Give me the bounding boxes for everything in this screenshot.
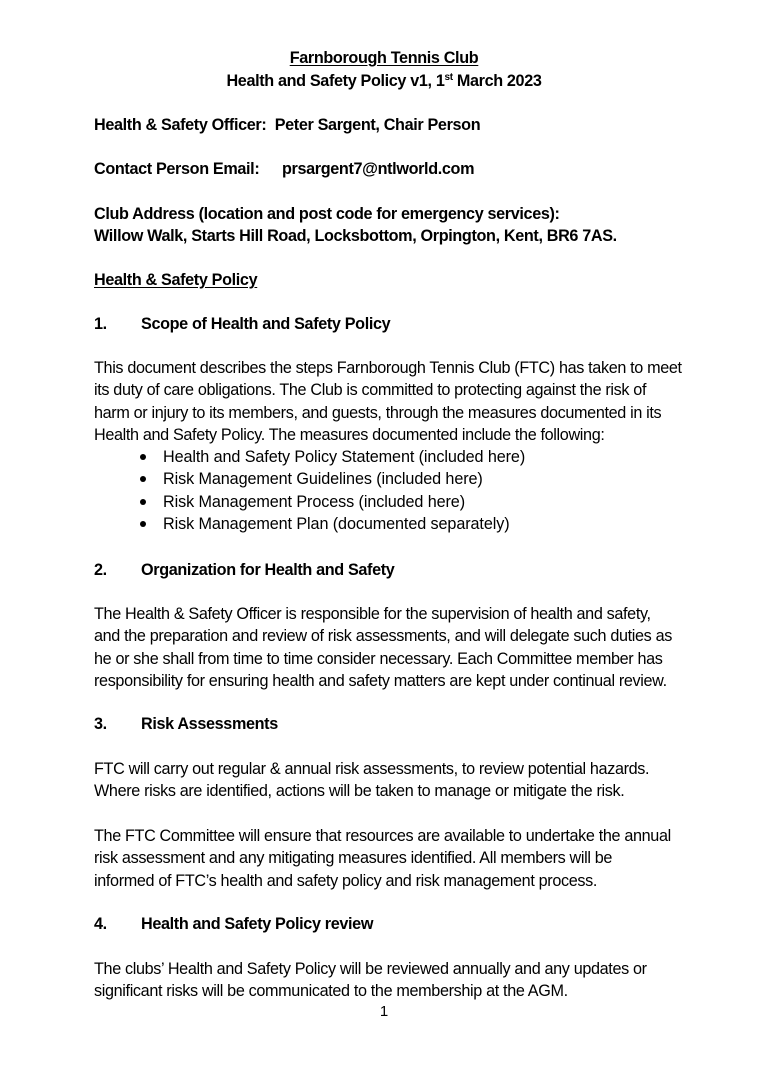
list-item <box>141 446 525 468</box>
section-title: Risk Assessments <box>141 715 278 733</box>
section-4-paragraph <box>94 958 647 1003</box>
list-item-text: Risk Management Plan (documented separately) <box>163 514 510 533</box>
email-label: Contact Person Email: <box>94 160 260 178</box>
bullet-icon <box>140 521 146 527</box>
bullet-icon <box>140 499 146 505</box>
email-row <box>94 159 259 179</box>
paragraph-line: he or she shall from time to time consider necessary. Each Committee member has <box>94 649 663 668</box>
paragraph-line: risk assessment and any mitigating measures identified. All members will be <box>94 849 613 868</box>
list-item-text: Health and Safety Policy Statement (included here) <box>163 448 526 466</box>
section-1-paragraph <box>94 357 682 446</box>
paragraph-line: its duty of care obligations. The Club is committed to protecting against the risk of <box>94 381 647 400</box>
address-value: Willow Walk, Starts Hill Road, Locksbottom, Orpington, Kent, BR6 7AS. <box>94 227 617 245</box>
section-title: Health and Safety Policy review <box>141 915 374 933</box>
paragraph-line: Health and Safety Policy. The measures documented include the following: <box>94 425 605 444</box>
list-item-text: Risk Management Process (included here) <box>163 492 466 511</box>
email-value[interactable]: prsargent7@ntlworld.com <box>282 160 475 178</box>
section-3-paragraph-2 <box>94 825 671 892</box>
section-number: 4. <box>94 915 107 933</box>
section-number: 2. <box>94 561 107 579</box>
page-number: 1 <box>379 1003 389 1020</box>
paragraph-line: harm or injury to its members, and guests, through the measures documented in its <box>94 403 662 422</box>
paragraph-line: Where risks are identified, actions will be taken to manage or mitigate the risk. <box>94 782 625 801</box>
section-number: 3. <box>94 715 107 733</box>
section-title: Organization for Health and Safety <box>141 561 395 579</box>
officer-value: Peter Sargent, Chair Person <box>274 116 481 134</box>
org-name: Farnborough Tennis Club <box>289 49 479 67</box>
list-item <box>141 491 525 513</box>
document-title <box>0 71 768 91</box>
bullet-icon <box>140 476 146 482</box>
paragraph-line: and the preparation and review of risk assessments, and will delegate such duties as <box>94 627 672 646</box>
list-item <box>141 513 525 535</box>
title-tail: March 2023 <box>452 72 542 90</box>
bullet-icon <box>140 454 146 460</box>
paragraph-line: The FTC Committee will ensure that resources are available to undertake the annual <box>94 827 671 845</box>
address-label: Club Address (location and post code for emergency services): <box>94 205 560 223</box>
paragraph-line: The clubs’ Health and Safety Policy will be reviewed annually and any updates or <box>94 960 647 978</box>
paragraph-line: FTC will carry out regular & annual risk assessments, to review potential hazards. <box>94 760 650 778</box>
title-superscript: st <box>444 72 453 83</box>
section-3-paragraph-1 <box>94 758 649 803</box>
section-title: Scope of Health and Safety Policy <box>141 315 391 333</box>
title-main: Health and Safety Policy v1, 1 <box>226 72 445 90</box>
list-item <box>141 468 525 490</box>
list-item-text: Risk Management Guidelines (included here) <box>163 470 483 489</box>
officer-label: Health & Safety Officer: <box>94 116 267 134</box>
paragraph-line: This document describes the steps Farnborough Tennis Club (FTC) has taken to meet <box>94 359 682 377</box>
paragraph-line: The Health & Safety Officer is responsible for the supervision of health and safety, <box>94 605 651 623</box>
paragraph-line: significant risks will be communicated to the membership at the AGM. <box>94 982 568 1001</box>
paragraph-line: informed of FTC’s health and safety policy and risk management process. <box>94 871 597 890</box>
measures-list <box>141 446 525 535</box>
section-number: 1. <box>94 315 107 333</box>
policy-heading: Health & Safety Policy <box>94 271 258 289</box>
section-2-paragraph <box>94 603 672 692</box>
paragraph-line: responsibility for ensuring health and safety matters are kept under continual review. <box>94 671 667 690</box>
officer-row <box>94 115 480 135</box>
